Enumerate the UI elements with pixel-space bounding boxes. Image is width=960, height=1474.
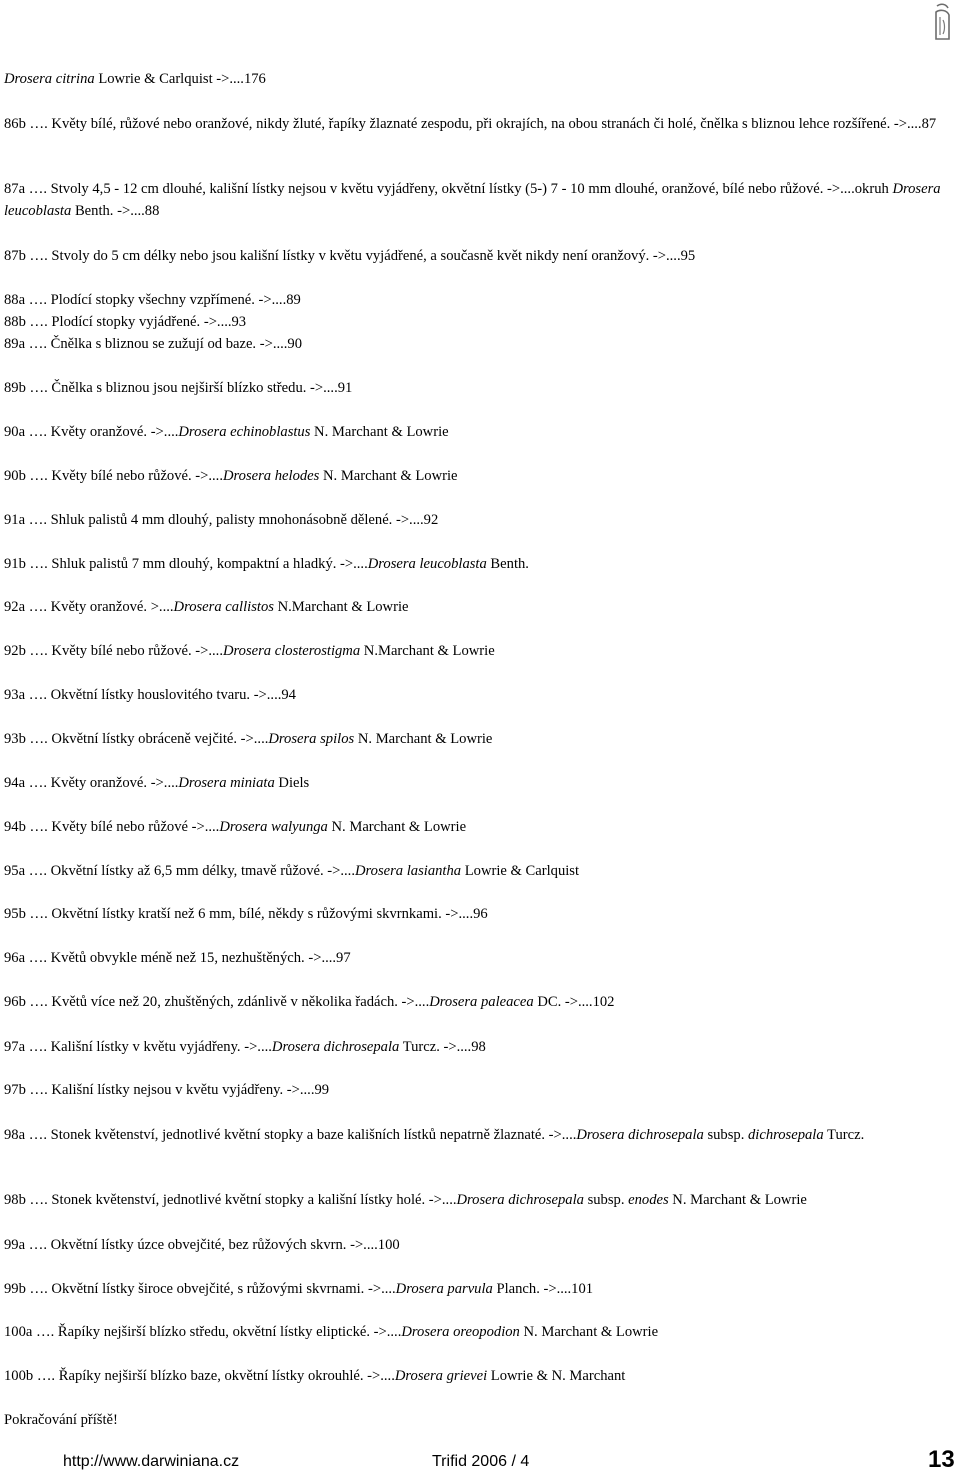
key-line bbox=[4, 421, 954, 443]
key-line bbox=[4, 1036, 954, 1058]
key-text: Turcz. ->....98 bbox=[399, 1039, 486, 1055]
key-text: N. Marchant & Lowrie bbox=[327, 819, 467, 835]
key-text: 99a …. Okvětní lístky úzce obvejčité, bez růžových skvrn. ->....100 bbox=[4, 1237, 400, 1253]
key-line bbox=[4, 333, 954, 355]
taxon-name: Drosera dichrosepala bbox=[456, 1192, 584, 1208]
key-line bbox=[4, 1079, 954, 1101]
key-text: 96a …. Květů obvykle méně než 15, nezhuštěných. ->....97 bbox=[4, 950, 351, 966]
taxon-name: Drosera leucoblasta bbox=[4, 181, 941, 219]
taxon-name: dichrosepala bbox=[748, 1127, 824, 1143]
key-line bbox=[4, 1278, 954, 1300]
key-text: N.Marchant & Lowrie bbox=[273, 599, 409, 615]
key-text: 86b …. Květy bílé, růžové nebo oranžové, nikdy žluté, řapíky žlaznaté zespodu, při okrajích, na obou stranách či holé, čnělka s bliznou lehce rozšířené. ->....87 bbox=[4, 116, 937, 132]
key-text: 91a …. Shluk palistů 4 mm dlouhý, palisty mnohonásobně dělené. ->....92 bbox=[4, 512, 439, 528]
key-line bbox=[4, 684, 954, 706]
key-text: 88b …. Plodící stopky vyjádřené. ->....93 bbox=[4, 314, 247, 330]
key-text: 96b …. Květů více než 20, zhuštěných, zdánlivě v několika řadách. ->.... bbox=[4, 994, 430, 1010]
key-line bbox=[4, 289, 954, 311]
taxon-name: Drosera grievei bbox=[394, 1368, 488, 1384]
footer-url-link[interactable]: http://www.darwiniana.cz bbox=[63, 1453, 240, 1470]
key-text: 90a …. Květy oranžové. ->.... bbox=[4, 424, 179, 440]
key-text: 99b …. Okvětní lístky široce obvejčité, s růžovými skvrnami. ->.... bbox=[4, 1281, 396, 1297]
key-text: DC. ->....102 bbox=[533, 994, 615, 1010]
key-text: 95a …. Okvětní lístky až 6,5 mm délky, tmavě růžové. ->.... bbox=[4, 863, 355, 879]
key-line bbox=[4, 553, 954, 575]
key-line bbox=[4, 68, 954, 90]
key-text: 87a …. Stvoly 4,5 - 12 cm dlouhé, kališní lístky nejsou v květu vyjádřeny, okvětní lístky (5-) 7 - 10 mm dlouhé, oranžové, bílé nebo růžové. ->....okruh bbox=[4, 181, 893, 197]
taxon-name: Drosera spilos bbox=[268, 731, 355, 747]
key-text: Lowrie & Carlquist ->....176 bbox=[94, 71, 266, 87]
key-text: 98b …. Stonek květenství, jednotlivé květní stopky a kališní lístky holé. ->.... bbox=[4, 1192, 457, 1208]
taxon-name: Drosera lasiantha bbox=[354, 863, 462, 879]
taxon-name: Drosera dichrosepala bbox=[576, 1127, 704, 1143]
key-line bbox=[4, 991, 954, 1013]
page-number: 13 bbox=[928, 1446, 955, 1473]
key-line bbox=[4, 509, 954, 531]
key-line bbox=[4, 178, 954, 222]
key-text: Benth. bbox=[486, 556, 529, 572]
key-text: Planch. ->....101 bbox=[492, 1281, 594, 1297]
taxon-name: Drosera closterostigma bbox=[222, 643, 361, 659]
key-text: 87b …. Stvoly do 5 cm délky nebo jsou kališní lístky v květu vyjádřené, a současně květ nikdy není oranžový. ->....95 bbox=[4, 248, 696, 264]
taxon-name: Drosera walyunga bbox=[219, 819, 328, 835]
key-text: 91b …. Shluk palistů 7 mm dlouhý, kompaktní a hladký. ->.... bbox=[4, 556, 368, 572]
key-line bbox=[4, 311, 954, 333]
key-text: 89a …. Čnělka s bliznou se zužují od baze. ->....90 bbox=[4, 336, 303, 352]
key-line bbox=[4, 113, 954, 135]
key-text: Lowrie & Carlquist bbox=[461, 863, 580, 879]
key-text: 98a …. Stonek květenství, jednotlivé květní stopky a baze kališních lístků nepatrně žlaznaté. ->.... bbox=[4, 1127, 577, 1143]
key-text: N. Marchant & Lowrie bbox=[354, 731, 493, 747]
taxon-name: Drosera oreopodion bbox=[401, 1324, 520, 1340]
key-text: Turcz. bbox=[823, 1127, 865, 1143]
taxon-name: enodes bbox=[628, 1192, 669, 1208]
key-text: 89b …. Čnělka s bliznou jsou nejširší blízko středu. ->....91 bbox=[4, 380, 353, 396]
key-text: Lowrie & N. Marchant bbox=[487, 1368, 626, 1384]
taxon-name: Drosera parvula bbox=[395, 1281, 493, 1297]
key-line bbox=[4, 1124, 954, 1146]
key-line bbox=[4, 1234, 954, 1256]
key-line bbox=[4, 728, 954, 750]
key-text: 100a …. Řapíky nejširší blízko středu, okvětní lístky eliptické. ->.... bbox=[4, 1324, 402, 1340]
key-text: Diels bbox=[274, 775, 310, 791]
key-text: 93a …. Okvětní lístky houslovitého tvaru. ->....94 bbox=[4, 687, 296, 703]
key-text: 90b …. Květy bílé nebo růžové. ->.... bbox=[4, 468, 223, 484]
key-text: N. Marchant & Lowrie bbox=[668, 1192, 807, 1208]
key-line bbox=[4, 377, 954, 399]
key-line bbox=[4, 772, 954, 794]
key-text: 97a …. Kališní lístky v květu vyjádřeny. ->.... bbox=[4, 1039, 272, 1055]
key-text: Pokračování příště! bbox=[4, 1412, 118, 1428]
key-text: N. Marchant & Lowrie bbox=[310, 424, 449, 440]
continuation-note bbox=[4, 1409, 954, 1431]
key-text: N.Marchant & Lowrie bbox=[360, 643, 495, 659]
key-line bbox=[4, 1365, 954, 1387]
key-text: subsp. bbox=[583, 1192, 629, 1208]
key-text: 92a …. Květy oranžové. >.... bbox=[4, 599, 174, 615]
taxon-name: Drosera dichrosepala bbox=[271, 1039, 400, 1055]
key-text: subsp. bbox=[703, 1127, 748, 1143]
key-line bbox=[4, 903, 954, 925]
footer-issue: Trifid 2006 / 4 bbox=[432, 1453, 530, 1470]
taxon-name: Drosera leucoblasta bbox=[367, 556, 487, 572]
key-line bbox=[4, 947, 954, 969]
taxon-name: Drosera echinoblastus bbox=[178, 424, 311, 440]
taxon-name: Drosera miniata bbox=[178, 775, 275, 791]
key-text: 95b …. Okvětní lístky kratší než 6 mm, bílé, někdy s růžovými skvrnkami. ->....96 bbox=[4, 906, 488, 922]
key-line bbox=[4, 245, 954, 267]
key-text: 92b …. Květy bílé nebo růžové. ->.... bbox=[4, 643, 223, 659]
taxon-name: Drosera helodes bbox=[222, 468, 320, 484]
key-line bbox=[4, 640, 954, 662]
taxon-name: Drosera callistos bbox=[173, 599, 274, 615]
taxon-name: Drosera paleacea bbox=[429, 994, 534, 1010]
key-line bbox=[4, 860, 954, 882]
taxon-name: Drosera citrina bbox=[4, 71, 95, 87]
key-line bbox=[4, 465, 954, 487]
key-text: N. Marchant & Lowrie bbox=[319, 468, 458, 484]
key-line bbox=[4, 1321, 954, 1343]
darwiniana-logo-icon bbox=[928, 2, 958, 44]
key-line bbox=[4, 816, 954, 838]
key-text: 94b …. Květy bílé nebo růžové ->.... bbox=[4, 819, 220, 835]
key-text: 94a …. Květy oranžové. ->.... bbox=[4, 775, 179, 791]
key-text: 93b …. Okvětní lístky obráceně vejčité. ->.... bbox=[4, 731, 269, 747]
key-text: N. Marchant & Lowrie bbox=[519, 1324, 659, 1340]
key-text: Benth. ->....88 bbox=[71, 203, 160, 219]
key-line bbox=[4, 1189, 954, 1211]
key-text: 88a …. Plodící stopky všechny vzpřímené. ->....89 bbox=[4, 292, 301, 308]
key-text: 100b …. Řapíky nejširší blízko baze, okvětní lístky okrouhlé. ->.... bbox=[4, 1368, 395, 1384]
key-line bbox=[4, 596, 954, 618]
key-text: 97b …. Kališní lístky nejsou v květu vyjádřeny. ->....99 bbox=[4, 1082, 330, 1098]
